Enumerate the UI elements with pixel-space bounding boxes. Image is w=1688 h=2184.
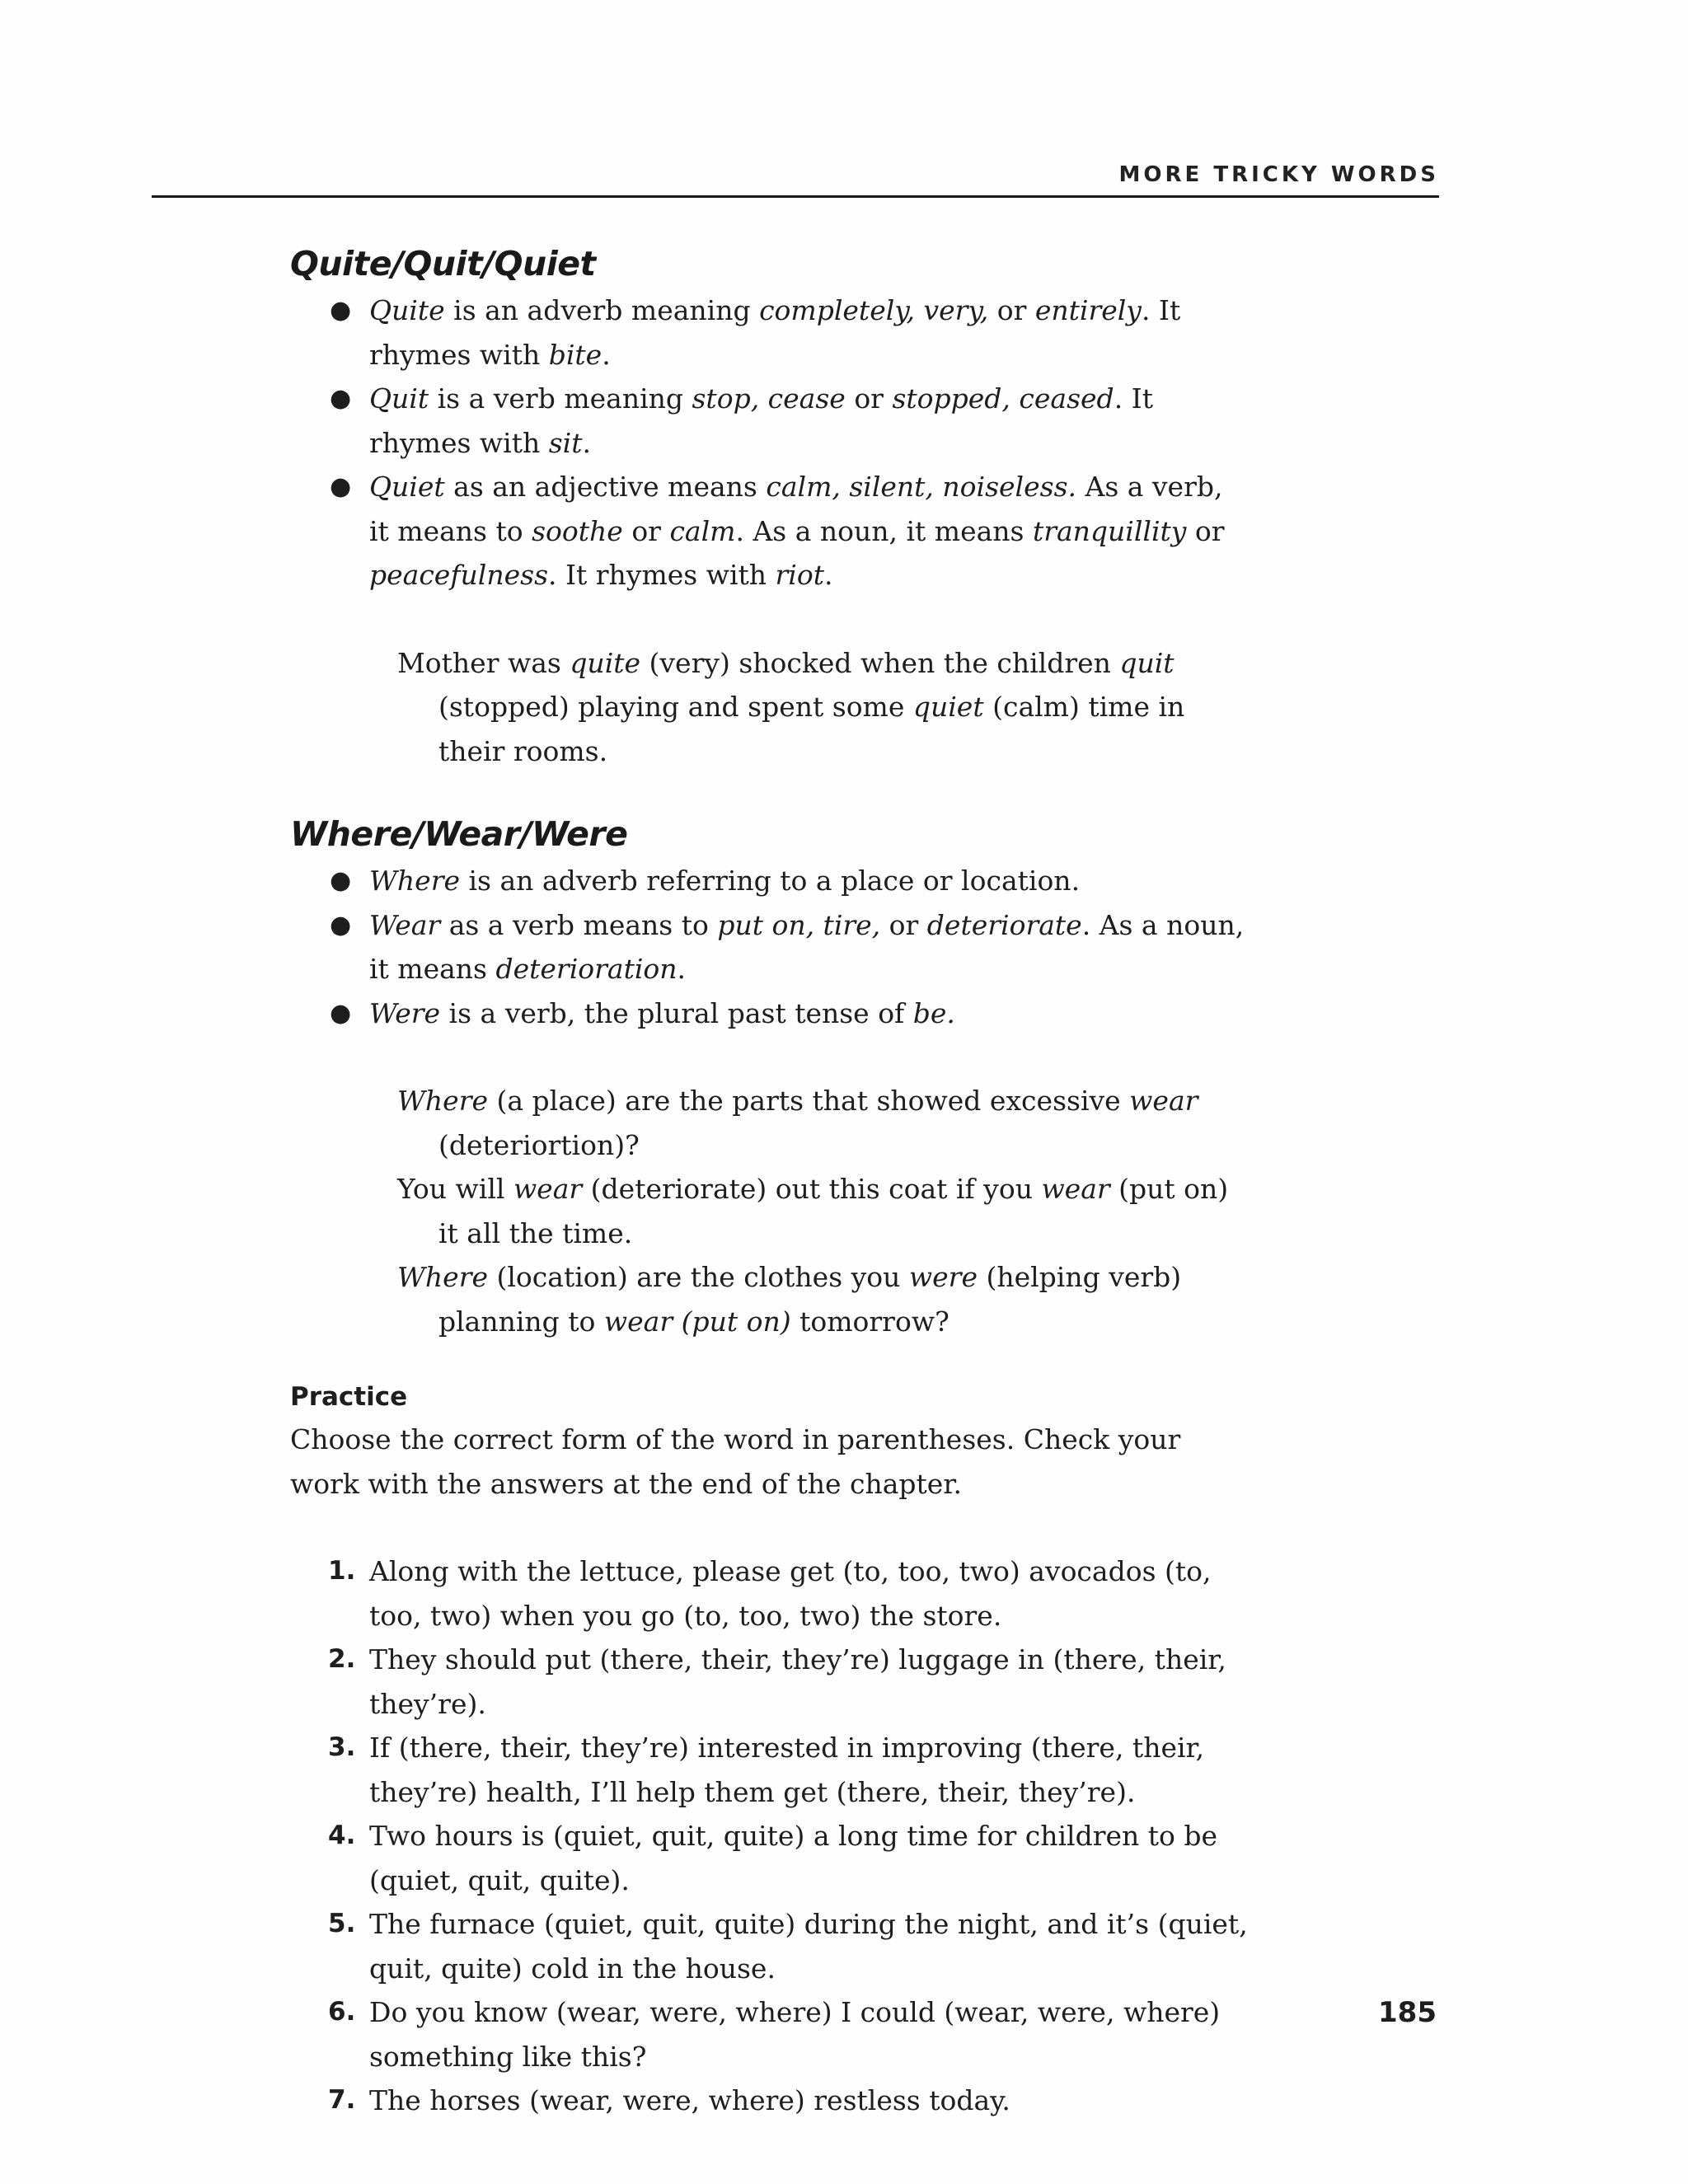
bullet-item bbox=[330, 903, 1250, 991]
question-text: Do you know (wear, were, where) I could (wear, were, where) something like this? bbox=[369, 1996, 1221, 2073]
bullet-text: Where is an adverb referring to a place or location. bbox=[369, 865, 1081, 897]
question-text: They should put (there, their, they’re) luggage in (there, their, they’re). bbox=[369, 1643, 1226, 1720]
question-number: 6. bbox=[328, 1997, 356, 2027]
bullet-text: Quit is a verb meaning stop, cease or stopped, ceased. It rhymes with sit. bbox=[369, 382, 1153, 459]
practice-instructions: Choose the correct form of the word in parentheses. Check your work with the answers at the end of the chapter. bbox=[290, 1423, 1181, 1500]
question-item bbox=[328, 2079, 1250, 2123]
examples-quite bbox=[397, 641, 1250, 774]
question-number: 2. bbox=[328, 1644, 356, 1674]
bullet-text: Quite is an adverb meaning completely, very, or entirely. It rhymes with bite. bbox=[369, 294, 1181, 371]
question-number: 1. bbox=[328, 1556, 356, 1586]
question-item bbox=[328, 1638, 1250, 1726]
question-number: 5. bbox=[328, 1909, 356, 1938]
example-sentence: Where (a place) are the parts that showed excessive wear (deteriortion)? bbox=[397, 1085, 1198, 1161]
examples-where bbox=[397, 1079, 1250, 1343]
question-number: 7. bbox=[328, 2085, 356, 2115]
bullet-item bbox=[330, 859, 1250, 903]
practice-heading: Practice bbox=[290, 1382, 408, 1412]
bullet-text: Quiet as an adjective means calm, silent, noiseless. As a verb, it means to soothe or calm. As a noun, it means tranquillity or peacefulness. It rhymes with riot. bbox=[369, 471, 1225, 591]
question-item bbox=[328, 1990, 1250, 2079]
bullet-icon: ● bbox=[330, 472, 352, 501]
section-title-quite: Quite/Quit/Quiet bbox=[290, 244, 596, 284]
bullet-item bbox=[330, 465, 1250, 598]
question-item bbox=[328, 1549, 1250, 1638]
example-sentence: You will wear (deteriorate) out this coat if you wear (put on) it all the time. bbox=[397, 1173, 1229, 1249]
question-text: If (there, their, they’re) interested in improving (there, their, they’re) health, I’ll help them get (there, their, they’re). bbox=[369, 1732, 1205, 1808]
page-number: 185 bbox=[1378, 1996, 1437, 2029]
question-item bbox=[328, 1814, 1250, 1902]
bullet-list-where bbox=[290, 859, 1250, 1035]
question-item bbox=[328, 1902, 1250, 1990]
question-text: The horses (wear, were, where) restless today. bbox=[369, 2084, 1010, 2116]
bullet-text: Were is a verb, the plural past tense of be. bbox=[369, 996, 955, 1029]
section-title-where: Where/Wear/Were bbox=[290, 814, 628, 854]
example-sentence: Mother was quite (very) shocked when the children quit (stopped) playing and spent some quiet (calm) time in their rooms. bbox=[397, 646, 1185, 767]
bullet-icon: ● bbox=[330, 296, 352, 325]
bullet-text: Wear as a verb means to put on, tire, or deteriorate. As a noun, it means deterioration. bbox=[369, 908, 1245, 985]
bullet-icon: ● bbox=[330, 866, 352, 895]
bullet-item bbox=[330, 377, 1250, 465]
bullet-icon: ● bbox=[330, 384, 352, 413]
bullet-icon: ● bbox=[330, 998, 352, 1028]
question-text: Along with the lettuce, please get (to, too, two) avocados (to, too, two) when you go (to, too, two) the store. bbox=[369, 1555, 1212, 1632]
question-text: Two hours is (quiet, quit, quite) a long time for children to be (quiet, quit, quite). bbox=[369, 1820, 1218, 1896]
question-text: The furnace (quiet, quit, quite) during the night, and it’s (quiet, quit, quite) cold in the house. bbox=[369, 1908, 1248, 1985]
example-sentence: Where (location) are the clothes you were (helping verb) planning to wear (put on) tomorrow? bbox=[397, 1261, 1182, 1338]
question-number: 3. bbox=[328, 1732, 356, 1762]
bullet-icon: ● bbox=[330, 910, 352, 940]
question-item bbox=[328, 1726, 1250, 1814]
bullet-item bbox=[330, 991, 1250, 1036]
running-head: MORE TRICKY WORDS bbox=[1118, 162, 1439, 187]
question-number: 4. bbox=[328, 1821, 356, 1850]
header-rule bbox=[152, 195, 1439, 198]
bullet-list-quite bbox=[290, 288, 1250, 598]
page-content bbox=[290, 239, 1250, 2123]
practice-questions bbox=[290, 1549, 1250, 2123]
bullet-item bbox=[330, 288, 1250, 377]
